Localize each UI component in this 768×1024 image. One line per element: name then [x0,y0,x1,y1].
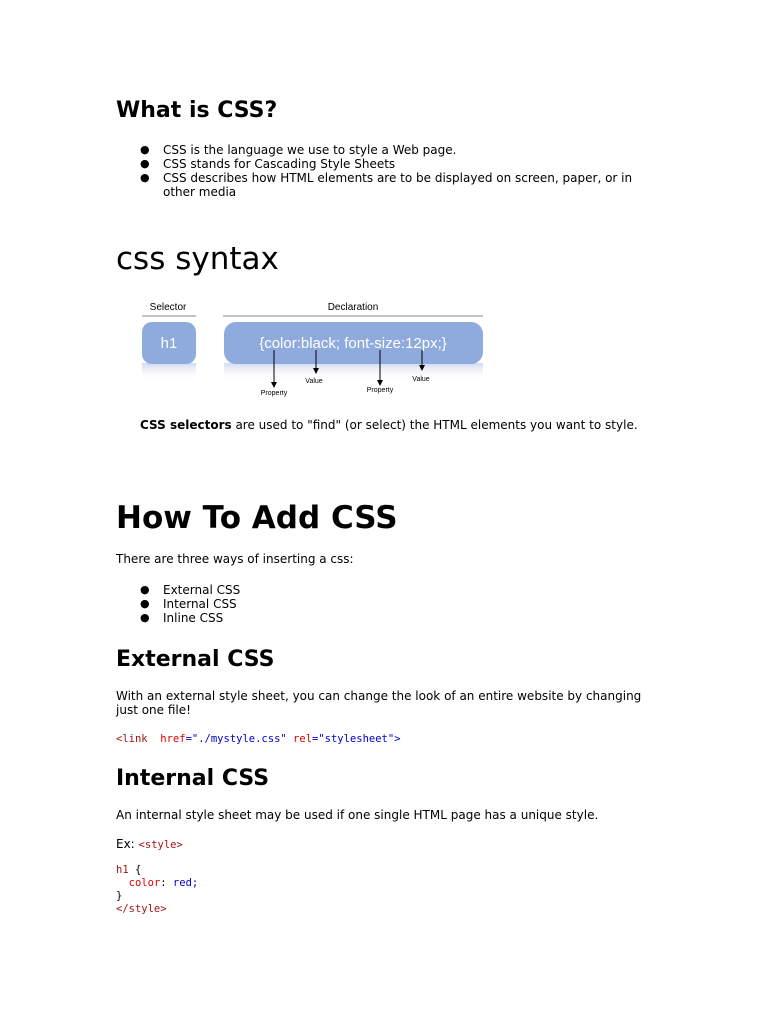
how-to-list [140,583,240,625]
selector-box-text: h1 [160,335,178,352]
arrow-label-property-2: Property [366,387,394,394]
internal-example: Ex: <style> [116,837,183,851]
external-text: With an external style sheet, you can change the look of an entire website by changing just one file! [116,689,642,717]
list-item: ● External CSS [140,583,241,597]
external-code-snippet: <link href="./mystyle.css" rel="stylesheet"> [116,733,401,745]
selector-reflection [142,363,196,381]
arrow-label-property-1: Property [260,390,288,397]
bullet-icon: ● [140,597,150,610]
bullet-icon: ● [140,143,150,156]
bullet-icon: ● [140,611,150,624]
internal-code-snippet: h1 { color: red; } </style> [116,864,199,915]
heading-css-syntax: css syntax [116,241,279,277]
heading-internal-css: Internal CSS [116,766,270,791]
what-is-css-list [140,143,632,199]
list-item-continued: other media [163,185,237,199]
list-item: ● CSS is the language we use to style a Web page. [140,143,457,157]
how-to-intro: There are three ways of inserting a css: [116,552,354,566]
css-syntax-diagram [138,296,490,401]
selector-label: Selector [149,302,187,313]
heading-how-to-add-css: How To Add CSS [116,500,398,536]
heading-what-is-css: What is CSS? [116,98,278,123]
declaration-label: Declaration [327,302,379,313]
arrow-label-value-2: Value [412,376,430,383]
list-item: ● CSS describes how HTML elements are to be displayed on screen, paper, or in [140,171,633,185]
bullet-icon: ● [140,171,150,184]
list-item: ● Internal CSS [140,597,237,611]
list-item: ● CSS stands for Cascading Style Sheets [140,157,396,171]
css-selectors-note: CSS selectors are used to "find" (or select) the HTML elements you want to style. [140,418,638,432]
list-item: ● Inline CSS [140,611,224,625]
heading-external-css: External CSS [116,647,275,672]
internal-text: An internal style sheet may be used if one single HTML page has a unique style. [116,808,599,822]
declaration-box-text: {color:black; font-size:12px;} [259,335,447,352]
arrow-label-value-1: Value [305,378,323,385]
declaration-reflection [224,363,483,381]
bullet-icon: ● [140,583,150,596]
bullet-icon: ● [140,157,150,170]
